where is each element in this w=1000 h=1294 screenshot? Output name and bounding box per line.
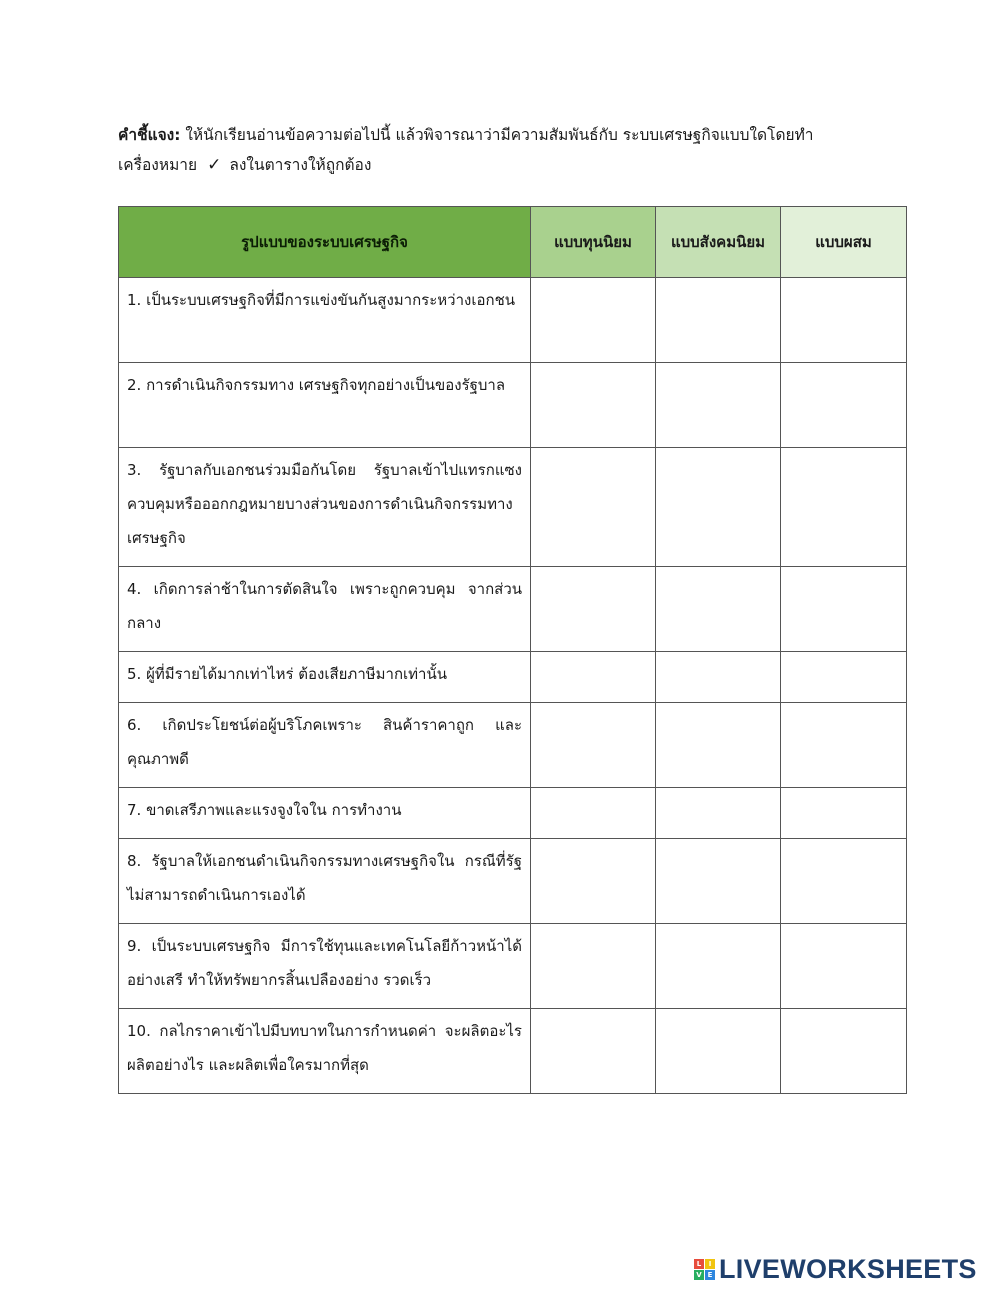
instructions-text-part1: ให้นักเรียนอ่านข้อความต่อไปนี้ แล้วพิจารณาว่ามีความสัมพันธ์กับ ระบบเศรษฐกิจแบบใดโดยทำเครื่องหมาย (118, 126, 814, 174)
answer-9-capitalism[interactable] (531, 924, 656, 1009)
answer-5-mixed[interactable] (781, 652, 907, 703)
brand-logo-icon (694, 1259, 715, 1280)
answer-8-capitalism[interactable] (531, 839, 656, 924)
answer-6-mixed[interactable] (781, 703, 907, 788)
answer-7-mixed[interactable] (781, 788, 907, 839)
statement-5: 5. ผู้ที่มีรายได้มากเท่าไหร่ ต้องเสียภาษีมากเท่านั้น (119, 652, 531, 703)
answer-2-socialism[interactable] (656, 363, 781, 448)
answer-9-socialism[interactable] (656, 924, 781, 1009)
table-row (119, 363, 907, 448)
answer-4-mixed[interactable] (781, 567, 907, 652)
table-row (119, 448, 907, 567)
header-socialism: แบบสังคมนิยม (656, 207, 781, 278)
answer-7-socialism[interactable] (656, 788, 781, 839)
answer-1-capitalism[interactable] (531, 278, 656, 363)
answer-1-socialism[interactable] (656, 278, 781, 363)
statement-9: 9. เป็นระบบเศรษฐกิจ มีการใช้ทุนและเทคโนโลยีก้าวหน้าได้อย่างเสรี ทำให้ทรัพยากรสิ้นเปลืองอย่าง รวดเร็ว (119, 924, 531, 1009)
answer-8-mixed[interactable] (781, 839, 907, 924)
economic-systems-table (118, 206, 907, 1094)
answer-3-socialism[interactable] (656, 448, 781, 567)
statement-1: 1. เป็นระบบเศรษฐกิจที่มีการแข่งขันกันสูงมากระหว่างเอกชน (119, 278, 531, 363)
answer-5-socialism[interactable] (656, 652, 781, 703)
answer-4-capitalism[interactable] (531, 567, 656, 652)
statement-10: 10. กลไกราคาเข้าไปมีบทบาทในการกำหนดค่า จะผลิตอะไร ผลิตอย่างไร และผลิตเพื่อใครมากที่สุด (119, 1009, 531, 1094)
statement-2: 2. การดำเนินกิจกรรมทาง เศรษฐกิจทุกอย่างเป็นของรัฐบาล (119, 363, 531, 448)
statement-4: 4. เกิดการล่าช้าในการตัดสินใจ เพราะถูกควบคุม จากส่วนกลาง (119, 567, 531, 652)
instructions-text-part2: ลงในตารางให้ถูกต้อง (229, 156, 372, 174)
answer-2-mixed[interactable] (781, 363, 907, 448)
table-row (119, 788, 907, 839)
table-row (119, 703, 907, 788)
answer-10-mixed[interactable] (781, 1009, 907, 1094)
answer-3-capitalism[interactable] (531, 448, 656, 567)
brand-logo-letter: I (705, 1259, 715, 1269)
answer-10-capitalism[interactable] (531, 1009, 656, 1094)
answer-7-capitalism[interactable] (531, 788, 656, 839)
answer-2-capitalism[interactable] (531, 363, 656, 448)
table-row (119, 567, 907, 652)
liveworksheets-logo (694, 1254, 977, 1284)
answer-6-socialism[interactable] (656, 703, 781, 788)
answer-3-mixed[interactable] (781, 448, 907, 567)
checkmark-icon: ✓ (207, 155, 222, 175)
answer-6-capitalism[interactable] (531, 703, 656, 788)
header-economic-system-type: รูปแบบของระบบเศรษฐกิจ (119, 207, 531, 278)
answer-4-socialism[interactable] (656, 567, 781, 652)
statement-8: 8. รัฐบาลให้เอกชนดำเนินกิจกรรมทางเศรษฐกิจใน กรณีที่รัฐไม่สามารถดำเนินการเองได้ (119, 839, 531, 924)
answer-8-socialism[interactable] (656, 839, 781, 924)
table-row (119, 278, 907, 363)
brand-logo-letter: V (694, 1270, 704, 1280)
instructions (118, 120, 878, 180)
answer-5-capitalism[interactable] (531, 652, 656, 703)
instructions-lead: คำชี้แจง: (118, 126, 181, 144)
brand-name: LIVEWORKSHEETS (719, 1253, 977, 1284)
statement-7: 7. ขาดเสรีภาพและแรงจูงใจใน การทำงาน (119, 788, 531, 839)
statement-6: 6. เกิดประโยชน์ต่อผู้บริโภคเพราะ สินค้าราคาถูก และคุณภาพดี (119, 703, 531, 788)
table-row (119, 652, 907, 703)
statement-3: 3. รัฐบาลกับเอกชนร่วมมือกันโดย รัฐบาลเข้าไปแทรกแซงควบคุมหรือออกกฎหมายบางส่วนของการดำเนินกิจกรรมทางเศรษฐกิจ (119, 448, 531, 567)
table-row (119, 924, 907, 1009)
table-row (119, 839, 907, 924)
brand-logo-letter: L (694, 1259, 704, 1269)
table-row (119, 1009, 907, 1094)
header-capitalism: แบบทุนนิยม (531, 207, 656, 278)
table-header-row (119, 207, 907, 278)
answer-1-mixed[interactable] (781, 278, 907, 363)
answer-10-socialism[interactable] (656, 1009, 781, 1094)
brand-logo-letter: E (705, 1270, 715, 1280)
header-mixed: แบบผสม (781, 207, 907, 278)
answer-9-mixed[interactable] (781, 924, 907, 1009)
